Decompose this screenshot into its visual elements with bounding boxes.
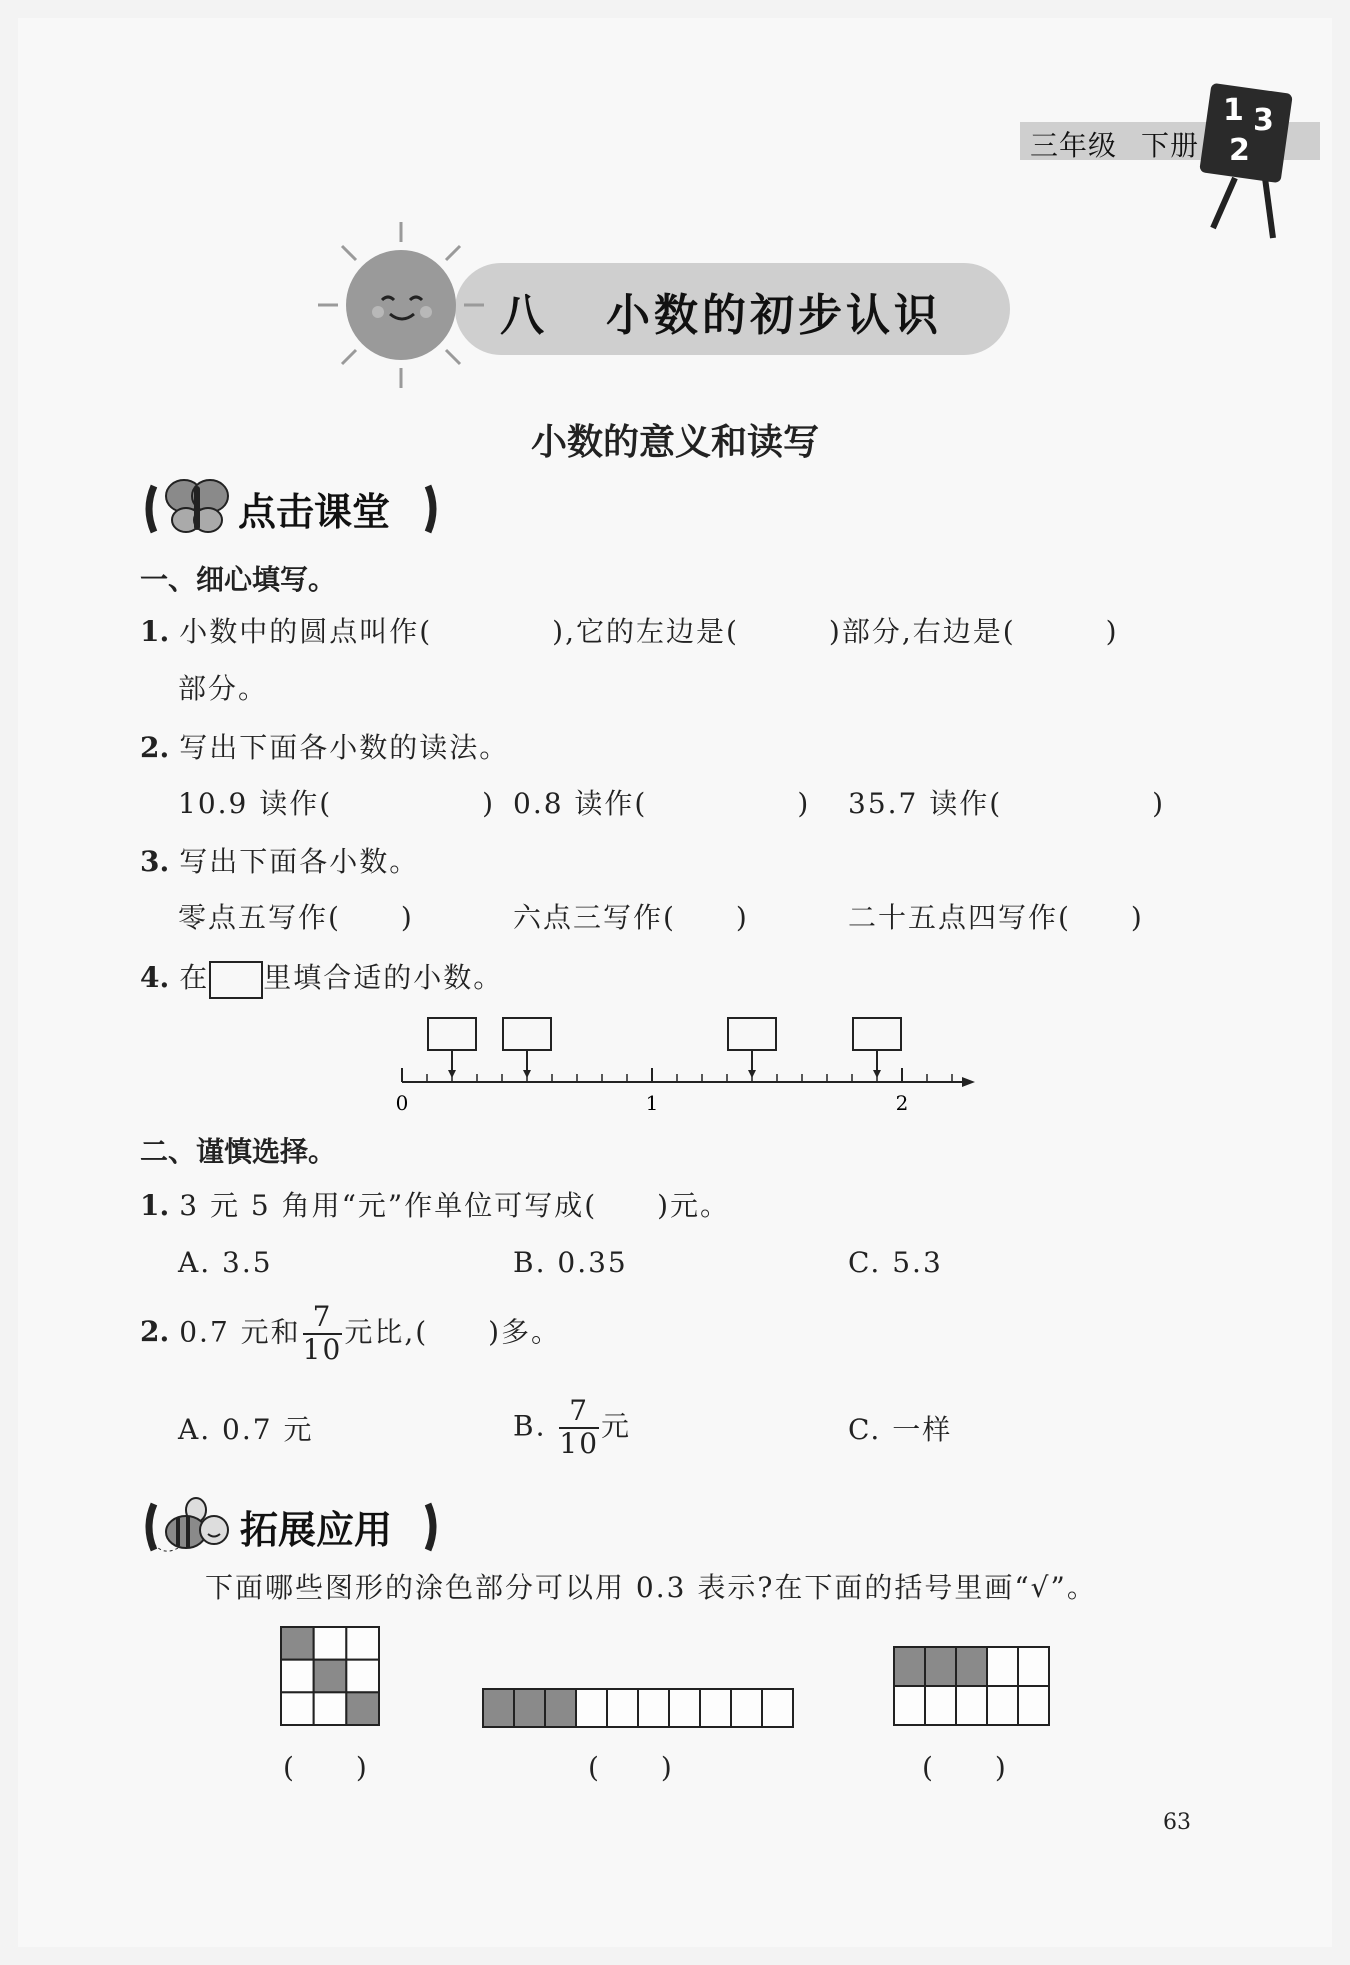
axis-label-1: 1	[645, 1091, 659, 1115]
option-a: A. 3.5	[178, 1246, 273, 1279]
grid-cell	[281, 1660, 314, 1693]
grid-cell	[314, 1692, 347, 1725]
shaded-cell	[925, 1647, 956, 1686]
grid-cell	[314, 1627, 347, 1660]
shaded-cell	[545, 1689, 576, 1727]
pointer-arrow	[873, 1070, 881, 1078]
grid-cell	[762, 1689, 793, 1727]
grid-cell	[346, 1660, 379, 1693]
grid-cell	[1018, 1686, 1049, 1725]
option-c: C. 一样	[848, 1413, 953, 1446]
grid-cell	[607, 1689, 638, 1727]
board-digit-3: 3	[1253, 103, 1274, 138]
pointer-arrow	[448, 1070, 456, 1078]
axis-label-0: 0	[395, 1091, 409, 1115]
board-digit-2: 2	[1229, 133, 1250, 168]
question-text-before: 0.7 元和	[179, 1315, 301, 1349]
answer-bracket-1: ( )	[283, 1751, 369, 1784]
answer-box	[428, 1018, 476, 1050]
section-label-extension: 拓展应用	[240, 1508, 393, 1552]
answer-item: 0.8 读作( )	[513, 787, 811, 820]
question-1-1	[140, 612, 1119, 652]
chapter-number: 八	[500, 290, 548, 341]
grid-cell	[987, 1647, 1018, 1686]
question-1-1-cont: 部分。	[178, 672, 269, 705]
question-2-1	[140, 1186, 730, 1226]
question-text-after: 里填合适的小数。	[263, 961, 504, 994]
grid-cell	[346, 1627, 379, 1660]
grid-cell	[281, 1692, 314, 1725]
shaded-cell	[346, 1692, 379, 1725]
question-2-2	[140, 1302, 561, 1366]
shaded-cell	[956, 1647, 987, 1686]
blackboard-icon	[1195, 78, 1305, 248]
question-number: 3.	[140, 845, 170, 878]
volume-text: 下册	[1141, 129, 1200, 162]
question-text-after: 元比,( )多。	[344, 1315, 562, 1349]
question-text: 写出下面各小数。	[179, 845, 420, 878]
grid-cell	[1018, 1647, 1049, 1686]
answer-box	[503, 1018, 551, 1050]
shaded-cell	[894, 1647, 925, 1686]
answer-box	[728, 1018, 776, 1050]
fraction-numerator: 7	[303, 1302, 343, 1335]
question-1-3	[140, 842, 419, 882]
question-number: 4.	[140, 961, 170, 994]
chapter-title	[500, 279, 942, 343]
shaded-cell	[281, 1627, 314, 1660]
grid-cell	[700, 1689, 731, 1727]
grid-cell	[956, 1686, 987, 1725]
option-b	[513, 1396, 631, 1460]
fraction	[559, 1396, 599, 1460]
bee-icon	[150, 1488, 240, 1562]
shaded-cell	[483, 1689, 514, 1727]
fraction-denominator: 10	[302, 1332, 343, 1366]
grid-cell	[987, 1686, 1018, 1725]
question-text: 小数中的圆点叫作( ),它的左边是( )部分,右边是( )	[179, 615, 1119, 648]
answer-item: 六点三写作( )	[513, 901, 749, 934]
grid-cell	[576, 1689, 607, 1727]
lesson-title: 小数的意义和读写	[530, 422, 819, 463]
question-text: 3 元 5 角用“元”作单位可写成( )元。	[179, 1189, 731, 1222]
grid-cell	[669, 1689, 700, 1727]
part1-heading: 一、细心填写。	[140, 563, 337, 596]
grid-cell	[925, 1686, 956, 1725]
answer-box	[853, 1018, 901, 1050]
question-number: 1.	[140, 615, 170, 648]
page-number: 63	[1163, 1810, 1191, 1835]
question-number: 1.	[140, 1189, 170, 1222]
grid-cell	[731, 1689, 762, 1727]
question-number: 2.	[140, 1315, 170, 1349]
answer-item: 10.9 读作( )	[178, 787, 496, 820]
answer-bracket-3: ( )	[922, 1751, 1008, 1784]
fraction-numerator: 7	[559, 1396, 599, 1429]
option-c: C. 5.3	[848, 1246, 943, 1279]
grid-cell	[638, 1689, 669, 1727]
shaded-cell	[514, 1689, 545, 1727]
section-label-classroom: 点击课堂	[238, 490, 391, 534]
fraction	[303, 1302, 343, 1366]
figure-grid-2x5	[893, 1646, 1050, 1726]
board-digit-1: 1	[1223, 93, 1244, 128]
shaded-cell	[314, 1660, 347, 1693]
grade-label	[1030, 124, 1199, 164]
axis-label-2: 2	[895, 1091, 909, 1115]
question-1-4	[140, 958, 503, 999]
extension-instruction: 下面哪些图形的涂色部分可以用 0.3 表示?在下面的括号里画“√”。	[205, 1571, 1097, 1604]
answer-item: 二十五点四写作( )	[848, 901, 1144, 934]
answer-item: 35.7 读作( )	[848, 787, 1166, 820]
answer-item: 零点五写作( )	[178, 901, 414, 934]
fraction-denominator: 10	[559, 1426, 600, 1460]
option-prefix: B.	[513, 1409, 547, 1443]
chapter-name: 小数的初步认识	[606, 290, 942, 341]
blank-box	[209, 961, 263, 999]
option-suffix: 元	[601, 1409, 632, 1443]
question-1-2	[140, 728, 509, 768]
number-line	[390, 1010, 990, 1120]
question-text: 写出下面各小数的读法。	[179, 731, 510, 764]
option-b: B. 0.35	[513, 1246, 628, 1279]
pointer-arrow	[523, 1070, 531, 1078]
question-text-before: 在	[179, 961, 210, 994]
question-number: 2.	[140, 731, 170, 764]
sun-icon	[316, 220, 486, 390]
pointer-arrow	[748, 1070, 756, 1078]
figure-strip-10	[482, 1688, 794, 1728]
grid-cell	[894, 1686, 925, 1725]
option-a: A. 0.7 元	[178, 1413, 314, 1446]
part2-heading: 二、谨慎选择。	[140, 1135, 337, 1168]
number-line-arrow	[962, 1077, 975, 1087]
grade-text: 三年级	[1030, 129, 1118, 162]
butterfly-icon	[162, 474, 232, 540]
figure-grid-3x3	[280, 1626, 380, 1726]
answer-bracket-2: ( )	[588, 1751, 674, 1784]
